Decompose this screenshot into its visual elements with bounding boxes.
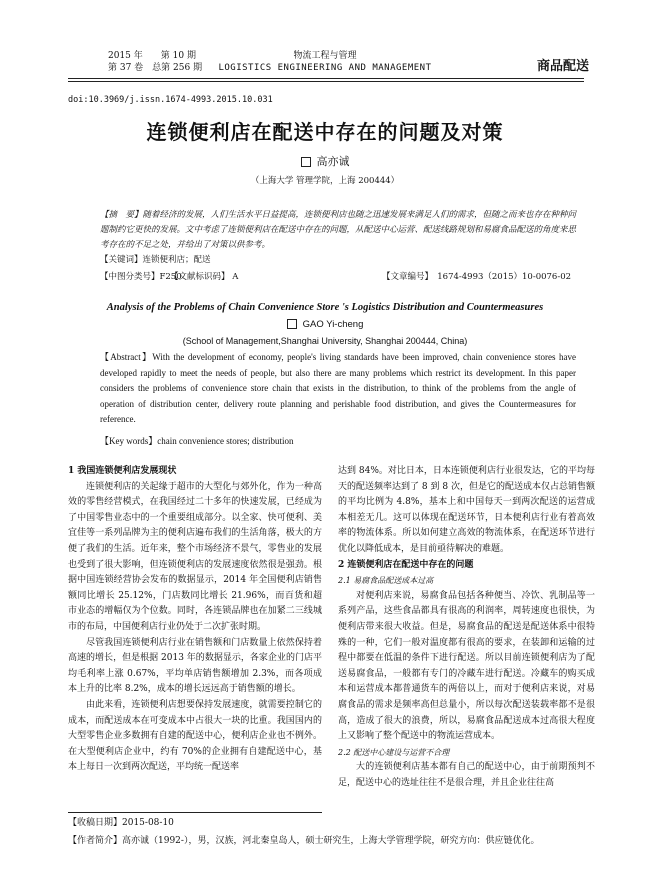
section-heading-2: 2 连锁便利店在配送中存在的问题 <box>338 559 474 570</box>
abstract-en: 【Abstract】With the development of economy, people's living standards have been improved, chain convenience stores have developed rapidly to meet the needs of people, but also there are many problems which restrict its development. In this paper considers the problems of convenience store chain that exists in the distribution, to think of the problems from the angle of operation of distribution center, delivery route planning and perishable food distribution, and gives the Countermeasures for reference. <box>100 352 576 424</box>
header-rule-thick <box>68 78 584 79</box>
subsection-heading-2-2: 2.2 配送中心建设与运营不合理 <box>338 747 450 757</box>
body-paragraph: 对便利店来说，易腐食品包括各种便当、冷饮、乳制品等一系列产品，这些食品都具有很高的利润率，周转速度也很快，为便利店带来很大收益。但是，易腐食品的配送是配送体系中很特殊的一种，它们一般对温度都有很高的要求，在装卸和运输的过程中都要在低温的条件下进行配送。所以目前连锁便利店为了配送易腐食品，一般都有专门的冷藏车进行配送。冷藏车的购买成本和运营成本都普通货车的两倍以上，而对于便利店来说，对易腐食品的需求是频率高但总量小，所以每次配送装载率都不是很高，造成了很大的浪费，所以，易腐食品配送成本过高很大程度上又影响了整个配送中的物流运营成本。 <box>338 590 595 742</box>
article-number: 【文章编号】 1674-4993（2015）10-0076-02 <box>382 272 572 282</box>
journal-name-cn: 物流工程与管理 <box>293 51 357 61</box>
abstract-cn: 【摘 要】随着经济的发展，人们生活水平日益提高，连锁便利店也随之迅速发展来满足人们的需求，但随之而来也存在种种问题制约它更快的发展。文中考虑了连锁便利店在配送中存在的问题，从配送中心运营、配送线路规划和易腐食品配送的角度来思考存在的不足之处，并给出了对策以供参考。 <box>100 210 577 250</box>
journal-name-en: LOGISTICS ENGINEERING AND MANAGEMENT <box>218 63 432 73</box>
subsection-heading-2-1: 2.1 易腐食品配送成本过高 <box>338 576 434 586</box>
body-paragraph: 大的连锁便利店基本都有自己的配送中心，由于前期预判不足，配送中心的选址往往不是很合理，并且企业往往高 <box>338 762 595 788</box>
author-en-name: GAO Yi-cheng <box>302 319 364 330</box>
section-label: 商品配送 <box>537 59 590 74</box>
author-en-box-icon <box>287 319 297 329</box>
author-box-icon <box>301 157 311 167</box>
author-en <box>0 319 650 330</box>
affiliation-en: (School of Management,Shanghai University, Shanghai 200444, China) <box>182 336 468 346</box>
paper-title: 连锁便利店在配送中存在的问题及对策 <box>146 120 504 144</box>
doi: doi:10.3969/j.issn.1674-4993.2015.10.031 <box>68 95 273 105</box>
section-heading-1: 1 我国连锁便利店发展现状 <box>68 466 177 476</box>
header-rule-thin <box>68 81 584 82</box>
keywords-en: 【Key words】chain convenience stores; distribution <box>100 436 294 446</box>
received-date: 【收稿日期】2015-08-10 <box>68 818 174 828</box>
left-column <box>68 464 322 776</box>
footnote-rule <box>68 812 322 813</box>
body-paragraph: 连锁便利店的关起缘于超市的大型化与郊外化，作为一种高效的零售经营模式，在我国经过二十多年的快速发展，已经成为了中国零售业态中的一个重要组成部分。以全家、快可便利、美宜佳等一系列品牌为主的便利店遍布我们的生活角落，极大的方便了我们的生活。近年来，整个市场经济不景气，零售业的发展也受到了很大影响，但连锁便利店的发展速度依然很是强劲。根据中国连锁经营协会发布的数据显示，2014 年全国便利店销售额同比增长 25.12%，门店数同比增长 21.96%，而百货和超市业态的增幅仅为个位数。同时，各连锁品牌也在加紧二三线城市的布局，中国便利店行业仍处于二次扩张时期。 <box>68 481 322 632</box>
clc-number: 【中图分类号】F250 <box>100 272 182 282</box>
author <box>0 153 650 169</box>
body-paragraph: 由此来看，连锁便利店想要保持发展速度，就需要控制它的成本，而配送成本在可变成本中占很大一块的比重。我国国内的大型零售企业多数拥有自建的配送中心，便利店企业也不例外。在大型便利店企业中，约有 70%的企业拥有自建配送中心，基本上每日一次到两次配送，平均统一配送率 <box>68 699 322 773</box>
author-bio: 【作者简介】高亦诚（1992-），男，汉族，河北秦皇岛人，硕士研究生，上海大学管理学院，研究方向：供应链优化。 <box>68 836 540 846</box>
right-column <box>338 464 595 791</box>
affiliation: （上海大学 管理学院，上海 200444） <box>250 176 400 186</box>
issue-line-1: 2015 年 第 10 期 <box>108 51 196 61</box>
body-paragraph: 尽管我国连锁便利店行业在销售额和门店数量上依然保持着高速的增长，但是根据 2013 年的数据显示，各家企业的门店平均毛利率上涨 0.67%，平均单店销售额增加 2.3%，而各项成本上升的比率 8.2%，成本的增长远远高于销售额的增长。 <box>68 637 322 695</box>
document-code: 【文献标识码】 A <box>170 272 239 282</box>
paper-title-en: Analysis of the Problems of Chain Convenience Store 's Logistics Distribution and Countermeasures <box>106 302 544 313</box>
keywords-cn: 【关键词】连锁便利店；配送 <box>100 255 211 265</box>
body-paragraph: 达到 84%。对比日本，日本连锁便利店行业很发达，它的平均每天的配送频率达到了 8 到 8 次，但是它的配送成本仅占总销售额的平均比例为 4.8%，基本上和中国每天一到两次配送的运营成本相差无几。这可以体现在配送环节，日本便利店行业有着高效率的物流体系。所以如何建立高效的物流体系，在配送环节进行优化以降低成本，是目前亟待解决的难题。 <box>338 466 595 554</box>
issue-line-2: 第 37 卷 总第 256 期 <box>108 63 203 73</box>
author-name: 高亦诚 <box>316 155 350 168</box>
